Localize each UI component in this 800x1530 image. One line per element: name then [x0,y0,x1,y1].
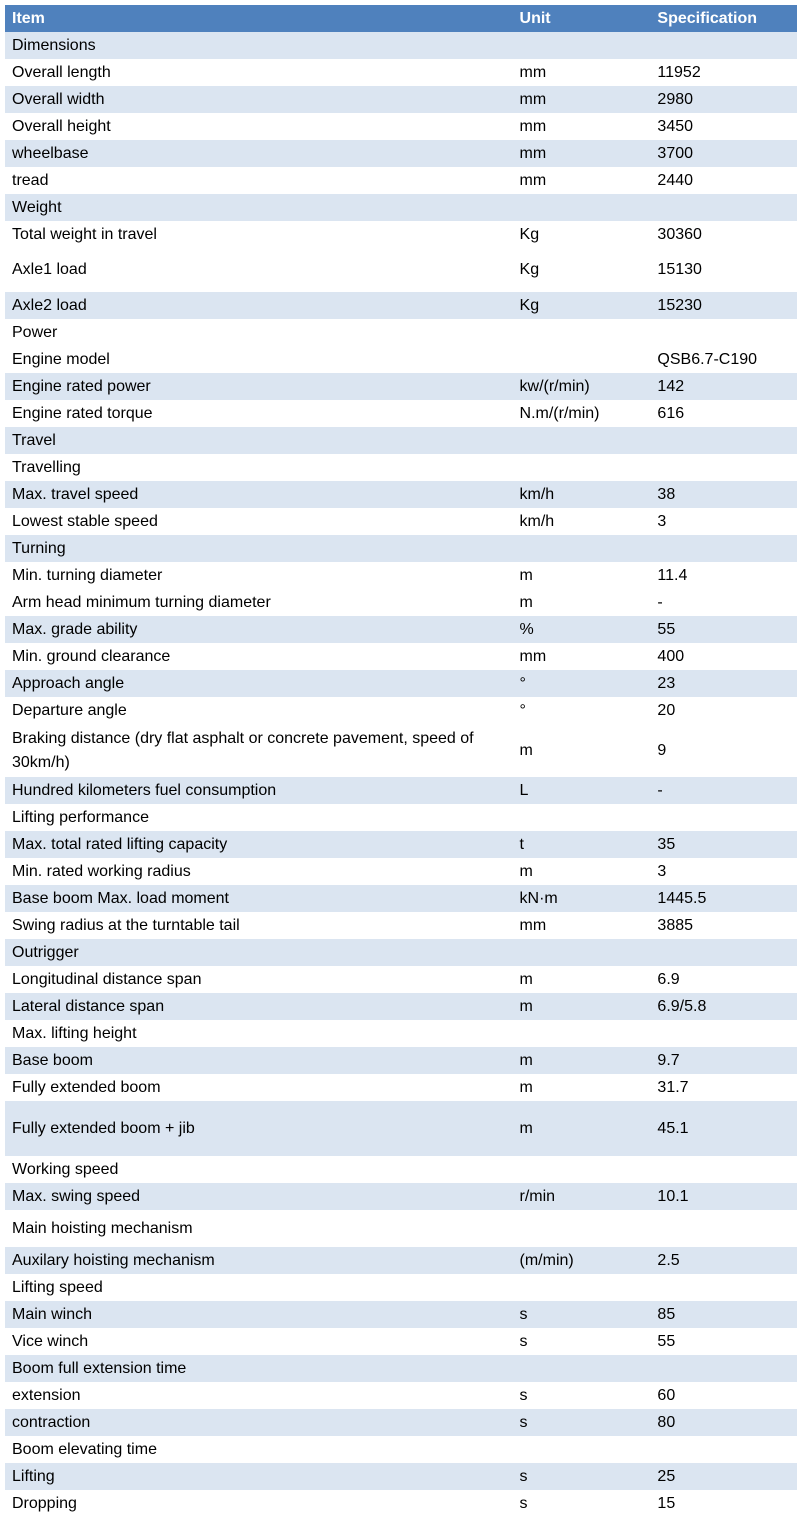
item-cell: Auxilary hoisting mechanism [12,1251,215,1269]
item-cell: Travel [12,431,56,449]
table-row [5,427,797,454]
item-cell: Min. rated working radius [12,862,191,880]
unit-cell: ° [519,674,526,692]
item-cell: contraction [12,1413,91,1431]
table-row [5,346,797,373]
table-row [5,59,797,86]
unit-cell: s [519,1494,528,1512]
table-row [5,1382,797,1409]
unit-cell [507,346,645,373]
item-cell: Swing radius at the turntable tail [12,916,240,934]
item-cell: Approach angle [12,674,125,692]
unit-cell: mm [519,63,547,81]
unit-cell [507,1355,645,1382]
specification-cell: 3 [657,512,667,530]
specification-cell: 35 [657,835,676,853]
table-row [5,939,797,966]
table-row [5,804,797,831]
column-header-item: Item [12,9,45,27]
specification-cell: 15230 [657,296,702,314]
specification-cell: 55 [657,1332,676,1350]
specification-cell [644,194,797,221]
item-cell: Departure angle [12,701,127,719]
table-row [5,1183,797,1210]
table-header-row [5,5,797,32]
specification-cell: 142 [657,377,685,395]
unit-cell: s [519,1467,528,1485]
specification-cell: 6.9/5.8 [657,997,707,1015]
unit-cell: km/h [519,512,555,530]
item-cell: Vice winch [12,1332,89,1350]
unit-cell: N.m/(r/min) [519,404,600,422]
table-row [5,86,797,113]
specification-cell: 2980 [657,90,694,108]
unit-cell [507,1210,645,1247]
table-row [5,724,797,777]
item-cell: Fully extended boom [12,1078,161,1096]
item-cell: Outrigger [12,943,79,961]
unit-cell: s [519,1305,528,1323]
specification-cell: 31.7 [657,1078,689,1096]
unit-cell: t [519,835,524,853]
table-row [5,1355,797,1382]
item-cell: Min. turning diameter [12,566,163,584]
specification-cell [644,454,797,481]
item-cell: Base boom [12,1051,93,1069]
item-cell: Max. swing speed [12,1187,141,1205]
unit-cell [507,454,645,481]
item-cell: Max. travel speed [12,485,139,503]
table-row [5,1436,797,1463]
specification-cell [644,804,797,831]
specification-cell: 6.9 [657,970,680,988]
specification-cell [644,1156,797,1183]
specification-cell [644,1436,797,1463]
unit-cell: s [519,1332,528,1350]
unit-cell: m [519,566,533,584]
specification-cell [644,1020,797,1047]
specification-cell: 30360 [657,225,702,243]
table-row [5,831,797,858]
item-cell: Max. lifting height [12,1024,137,1042]
specification-cell: 85 [657,1305,676,1323]
table-row [5,1047,797,1074]
specification-cell [644,535,797,562]
unit-cell: mm [519,647,547,665]
table-row [5,1101,797,1156]
unit-cell [507,939,645,966]
table-row [5,1074,797,1101]
specification-cell [644,32,797,59]
table-row [5,113,797,140]
specification-cell: 11952 [657,63,701,81]
specification-cell: 20 [657,701,676,719]
specification-cell: 9.7 [657,1051,680,1069]
unit-cell [507,535,645,562]
table-row [5,1328,797,1355]
unit-cell: m [519,997,533,1015]
unit-cell: mm [519,171,547,189]
specification-cell: 80 [657,1413,676,1431]
item-cell: Axle1 load [12,261,87,278]
unit-cell: mm [519,916,547,934]
table-row [5,589,797,616]
unit-cell: s [519,1413,528,1431]
column-header-specification: Specification [657,9,757,27]
specification-cell [644,1274,797,1301]
item-cell: Longitudinal distance span [12,970,202,988]
item-cell: Boom elevating time [12,1440,157,1458]
column-header-unit: Unit [519,9,551,27]
specification-cell: 55 [657,620,676,638]
table-row [5,616,797,643]
unit-cell: kN·m [519,889,558,907]
item-cell: Travelling [12,458,81,476]
item-cell: Turning [12,539,66,557]
table-row [5,454,797,481]
unit-cell: mm [519,90,547,108]
table-row [5,885,797,912]
table-row [5,248,797,292]
item-cell: Main winch [12,1305,93,1323]
unit-cell: m [519,1078,533,1096]
item-cell: extension [12,1386,81,1404]
specification-cell: 3 [657,862,667,880]
table-row [5,1210,797,1247]
specification-cell [644,1210,797,1247]
unit-cell: m [519,970,533,988]
spec-table [5,5,797,1517]
table-row [5,373,797,400]
specification-cell [644,939,797,966]
item-cell: tread [12,171,49,189]
table-row [5,643,797,670]
item-cell: Main hoisting mechanism [12,1219,193,1237]
unit-cell [507,194,645,221]
table-row [5,670,797,697]
unit-cell: m [519,862,533,880]
item-cell: Overall length [12,63,111,81]
table-row [5,32,797,59]
specification-cell: 1445.5 [657,889,707,907]
unit-cell [507,427,645,454]
unit-cell: m [519,741,533,759]
table-row [5,167,797,194]
specification-cell [644,427,797,454]
specification-cell [644,1355,797,1382]
specification-cell: 400 [657,647,685,665]
unit-cell: mm [519,144,547,162]
table-row [5,562,797,589]
unit-cell [507,1274,645,1301]
item-cell: Fully extended boom + jib [12,1119,195,1137]
specification-cell: - [657,593,663,611]
table-row [5,858,797,885]
table-row [5,1409,797,1436]
item-cell: Engine rated power [12,377,151,395]
item-cell: Overall width [12,90,105,108]
table-row [5,777,797,804]
unit-cell: kw/(r/min) [519,377,590,395]
specification-cell: 9 [657,741,667,759]
specification-cell: 2440 [657,171,694,189]
specification-cell: 3885 [657,916,694,934]
table-row [5,1156,797,1183]
table-row [5,194,797,221]
table-row [5,1274,797,1301]
item-cell: Max. grade ability [12,620,138,638]
table-row [5,319,797,346]
specification-cell: 23 [657,674,676,692]
table-row [5,508,797,535]
unit-cell: ° [519,701,526,719]
specification-cell: 25 [657,1467,676,1485]
item-cell: Lifting performance [12,808,149,826]
item-cell: Lateral distance span [12,997,165,1015]
unit-cell: m [519,1051,533,1069]
table-row [5,1020,797,1047]
table-row [5,1463,797,1490]
table-row [5,1247,797,1274]
table-row [5,400,797,427]
specification-cell: 38 [657,485,676,503]
table-row [5,993,797,1020]
table-row [5,1301,797,1328]
unit-cell [507,319,645,346]
item-cell: Dropping [12,1494,77,1512]
item-cell: Lowest stable speed [12,512,158,530]
item-cell: Weight [12,198,62,216]
item-cell: Working speed [12,1160,119,1178]
specification-cell: 11.4 [657,566,688,584]
unit-cell [507,804,645,831]
unit-cell [507,1436,645,1463]
unit-cell: Kg [519,261,540,278]
specification-cell [644,319,797,346]
unit-cell: r/min [519,1187,556,1205]
specification-cell: QSB6.7-C190 [657,350,758,368]
specification-cell: - [657,781,663,799]
item-cell: Boom full extension time [12,1359,187,1377]
item-cell: wheelbase [12,144,89,162]
unit-cell: m [519,593,533,611]
unit-cell: km/h [519,485,555,503]
table-row [5,221,797,248]
specification-cell: 45.1 [657,1119,689,1137]
unit-cell: Kg [519,296,540,314]
unit-cell: mm [519,117,547,135]
specification-cell: 15130 [657,261,702,278]
specification-cell: 3700 [657,144,694,162]
item-cell: Base boom Max. load moment [12,889,229,907]
item-cell: Arm head minimum turning diameter [12,593,271,611]
item-cell: Engine model [12,350,110,368]
table-row [5,966,797,993]
item-cell: Total weight in travel [12,225,157,243]
unit-cell [507,1020,645,1047]
item-cell: Max. total rated lifting capacity [12,835,228,853]
item-cell: Axle2 load [12,296,87,314]
table-row [5,912,797,939]
item-cell: Power [12,323,58,341]
item-cell: Lifting speed [12,1278,103,1296]
specification-cell: 15 [657,1494,676,1512]
item-cell: Overall height [12,117,111,135]
table-row [5,535,797,562]
specification-cell: 616 [657,404,685,422]
item-cell: Engine rated torque [12,404,153,422]
specification-cell: 60 [657,1386,676,1404]
item-cell: Dimensions [12,36,96,54]
table-row [5,292,797,319]
item-cell: Lifting [12,1467,55,1485]
table-row [5,1490,797,1517]
unit-cell: m [519,1119,533,1137]
item-cell: Min. ground clearance [12,647,171,665]
unit-cell: L [519,781,529,799]
unit-cell: s [519,1386,528,1404]
unit-cell [507,32,645,59]
specification-cell: 10.1 [657,1187,689,1205]
unit-cell: Kg [519,225,540,243]
unit-cell [507,1156,645,1183]
specification-cell: 2.5 [657,1251,680,1269]
table-row [5,140,797,167]
unit-cell: % [519,620,534,638]
specification-cell: 3450 [657,117,694,135]
table-row [5,481,797,508]
unit-cell: (m/min) [519,1251,574,1269]
table-row [5,697,797,724]
item-cell: Hundred kilometers fuel consumption [12,781,277,799]
item-cell: Braking distance (dry flat asphalt or concrete pavement, speed of 30km/h) [12,729,474,771]
